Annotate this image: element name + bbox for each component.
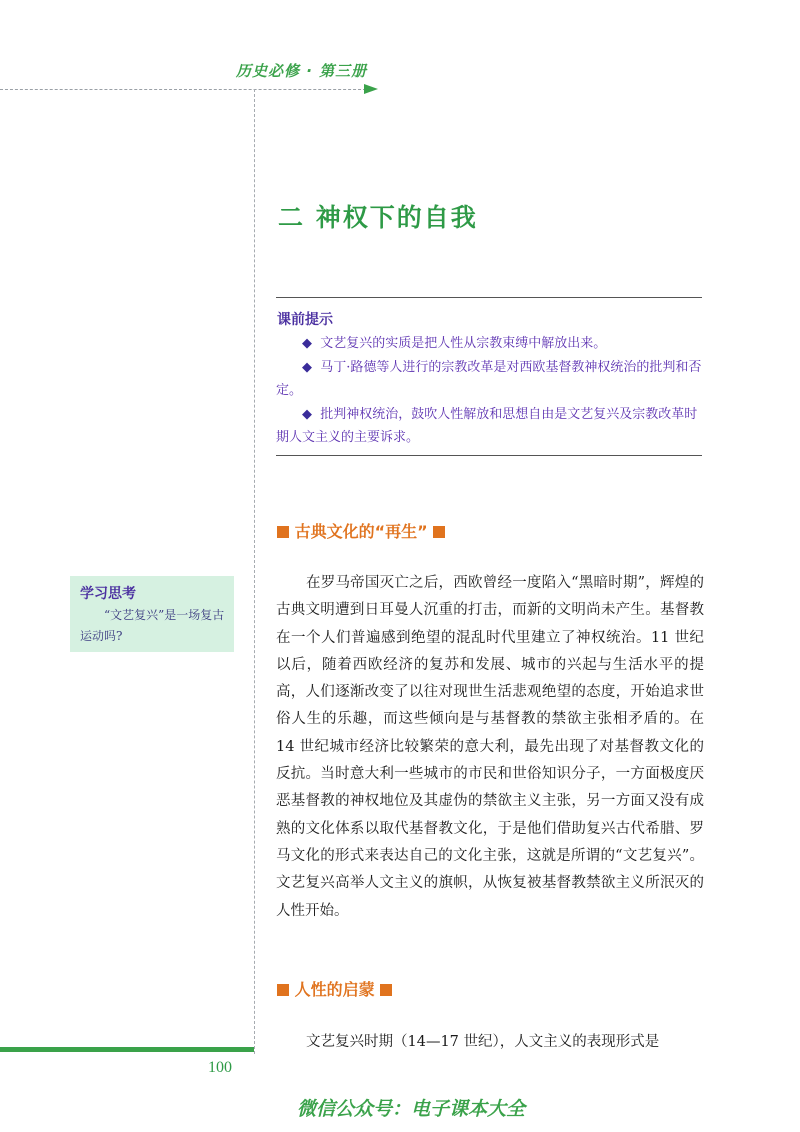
subsection-heading: [277, 519, 445, 542]
square-marker-icon: [277, 526, 289, 538]
tips-top-rule: [276, 297, 702, 298]
tip-text: 马丁·路德等人进行的宗教改革是对西欧基督教神权统治的批判和否定。: [276, 359, 702, 398]
tip-text: 批判神权统治，鼓吹人性解放和思想自由是文艺复兴及宗教改革时期人文主义的主要诉求。: [276, 406, 698, 445]
page-number: 100: [208, 1059, 232, 1076]
square-marker-icon: [433, 526, 445, 538]
tip-text: 文艺复兴的实质是把人性从宗教束缚中解放出来。: [320, 336, 607, 351]
diamond-bullet-icon: ◆: [302, 336, 312, 351]
arrow-right-icon: [364, 84, 378, 94]
study-think-text: “文艺复兴”是一场复古运动吗?: [80, 608, 225, 643]
subsection-title: 人性的启蒙: [294, 980, 375, 999]
section-title: 二 神权下的自我: [278, 203, 478, 232]
tip-item: [276, 356, 704, 403]
margin-dashed-line: [254, 89, 255, 1054]
footer-bar: [0, 1047, 254, 1052]
study-think-heading: 学习思考: [80, 586, 136, 602]
tips-list: [276, 332, 704, 450]
body-paragraph: [276, 570, 704, 925]
book-title: 历史必修 · 第三册: [236, 62, 368, 80]
diamond-bullet-icon: ◆: [302, 359, 312, 375]
header-dashed-line: [0, 89, 366, 90]
paragraph-text: 文艺复兴时期（14—17 世纪），人文主义的表现形式是: [306, 1034, 660, 1050]
watermark: 微信公众号：电子课本大全: [297, 1098, 526, 1120]
subsection-heading: [277, 977, 392, 1000]
tips-heading: 课前提示: [277, 312, 333, 328]
diamond-bullet-icon: ◆: [302, 406, 312, 422]
tip-item: [276, 403, 704, 450]
paragraph-text: 在罗马帝国灭亡之后，西欧曾经一度陷入“黑暗时期”，辉煌的古典文明遭到日耳曼人沉重的打击，而新的文明尚未产生。基督教在一个人们普遍感到绝望的混乱时代里建立了神权统治。11 世纪以后，随着西欧经济的复苏和发展、城市的兴起与生活水平的提高，人们逐渐改变了以往对现世生活悲观绝望的态度，开始追求世俗人生的乐趣，而这些倾向是与基督教的禁欲主张相矛盾的。在 14 世纪城市经济比较繁荣的意大利，最先出现了对基督教文化的反抗。当时意大利一些城市的市民和世俗知识分子，一方面极度厌恶基督教的神权地位及其虚伪的禁欲主义主张，另一方面又没有成熟的文化体系以取代基督教文化，于是他们借助复兴古代希腊、罗马文化的形式来表达自己的文化主张，这就是所谓的“文艺复兴”。文艺复兴高举人文主义的旗帜，从恢复被基督教禁欲主义所泯灭的人性开始。: [276, 575, 704, 919]
tip-item: [276, 332, 704, 356]
subsection-title: 古典文化的“再生”: [294, 522, 428, 541]
body-paragraph: [276, 1029, 704, 1056]
square-marker-icon: [380, 984, 392, 996]
study-think-question: [80, 605, 230, 647]
tips-bottom-rule: [276, 455, 702, 456]
square-marker-icon: [277, 984, 289, 996]
